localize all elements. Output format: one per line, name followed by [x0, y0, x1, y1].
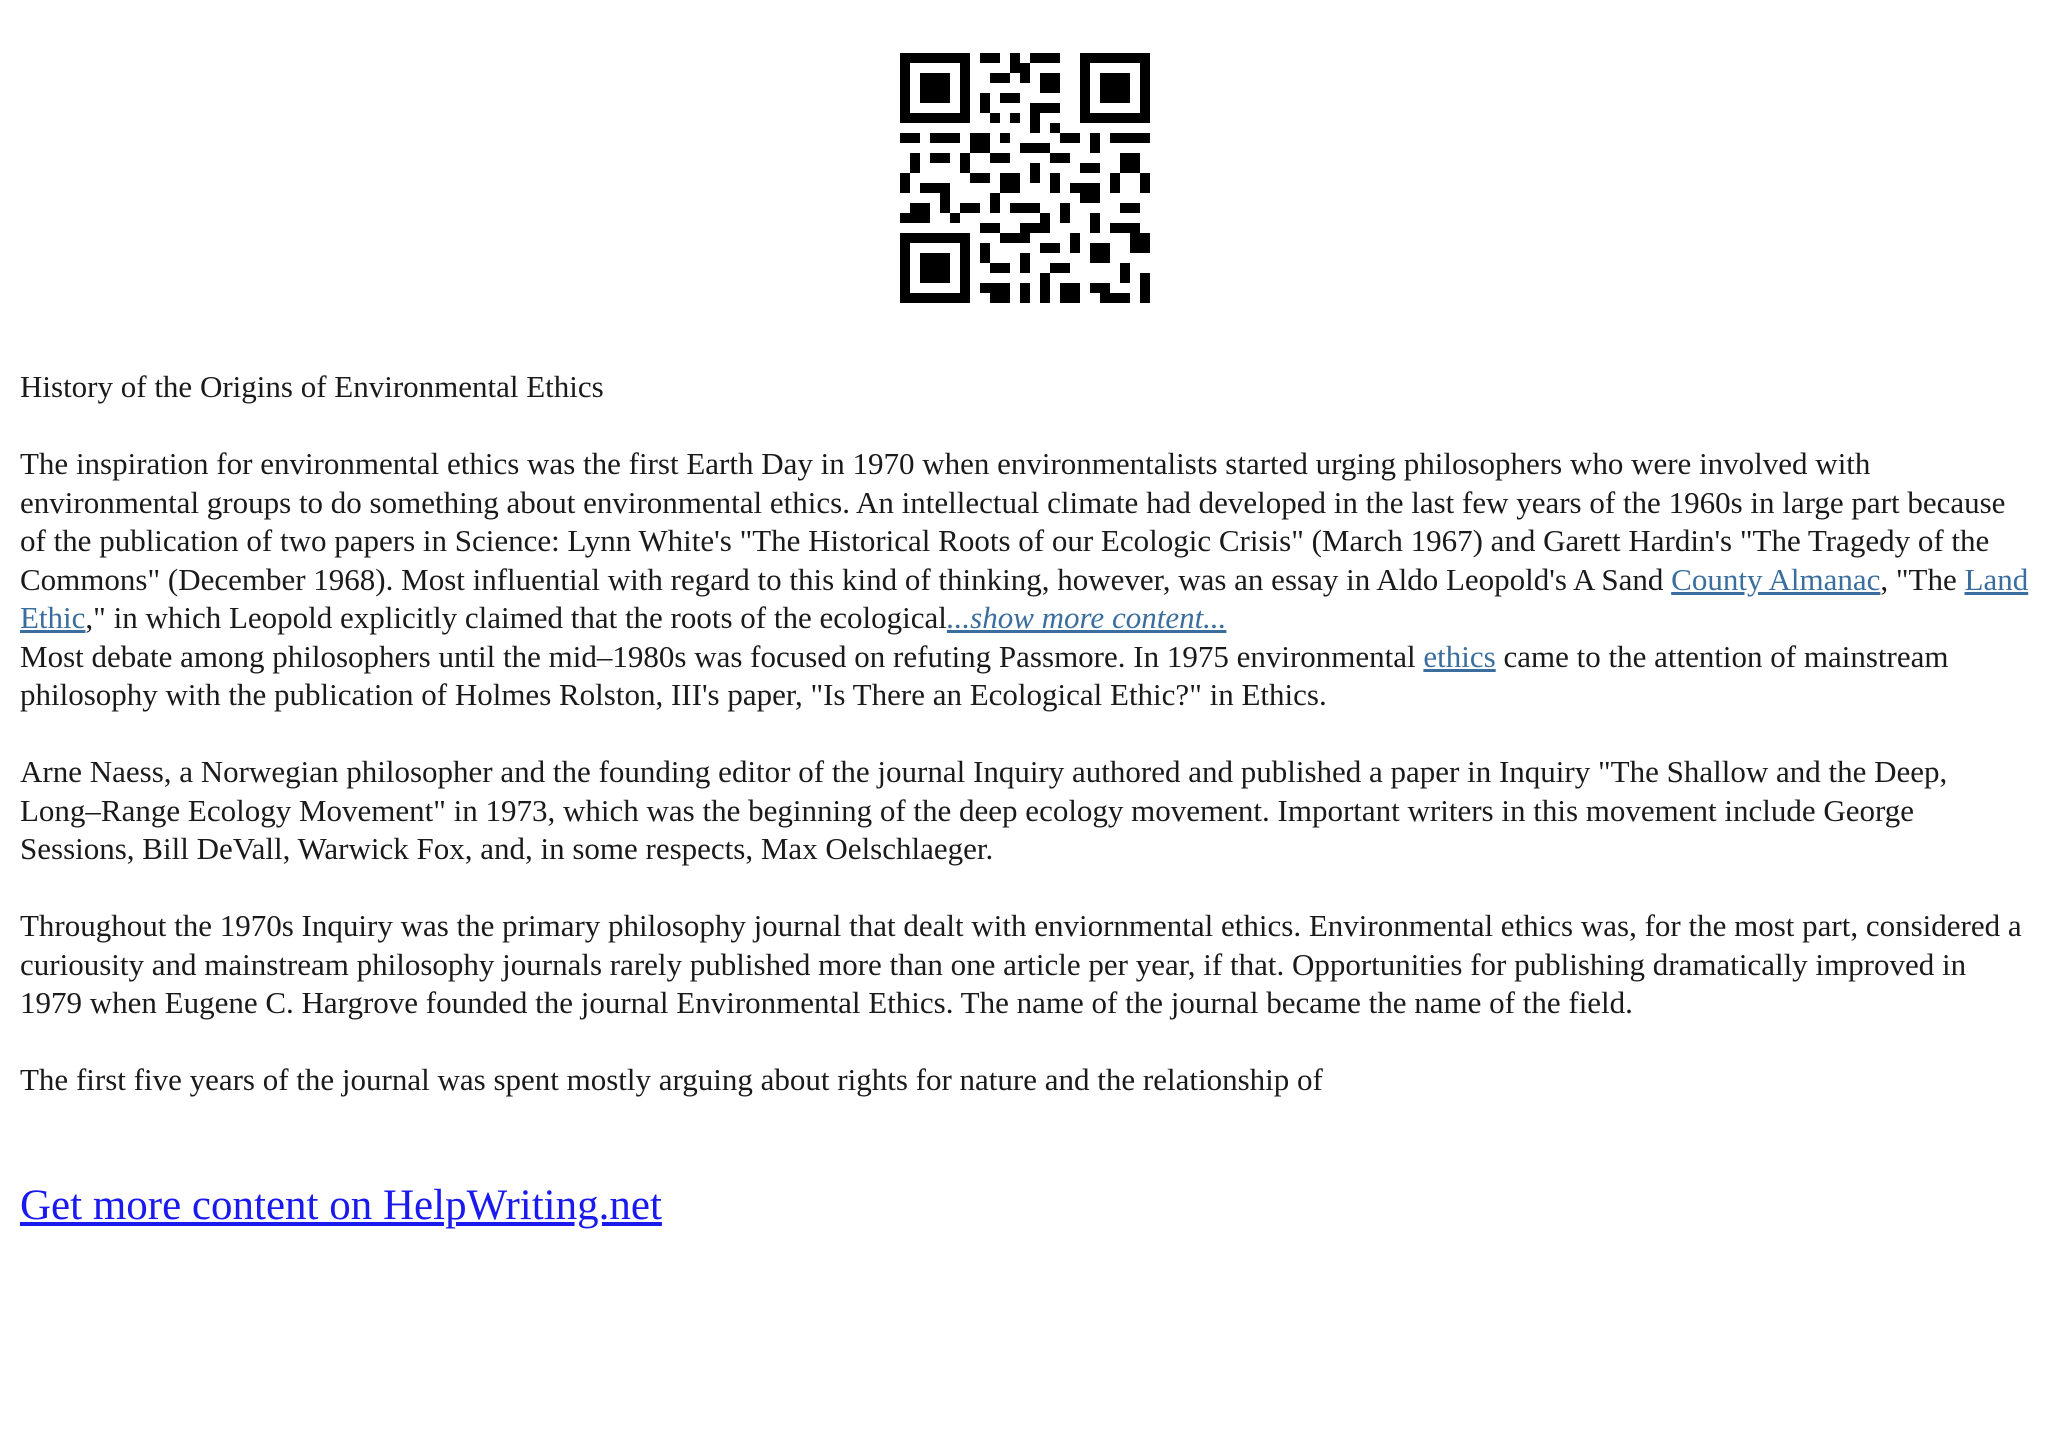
document-title: History of the Origins of Environmental Ethics [20, 369, 604, 404]
land-ethic-link[interactable]: Land Ethic [20, 561, 2029, 635]
paragraph-2: Arne Naess, a Norwegian philosopher and the founding editor of the journal Inquiry authored and published a paper in Inquiry "The Shallow and the Deep, Long–Range Ecology Movement" in 1973, which was the beginning of the deep ecology movement. Important writers in this movement include George Sessions, Bill DeVall, Warwick Fox, and, in some respects, Max Oelschlaeger. [20, 754, 1948, 866]
paragraph-1-text-b: , "The [1880, 561, 1965, 597]
qr-code [900, 53, 1150, 303]
paragraph-1-text-a: The inspiration for environmental ethics was the first Earth Day in 1970 when environmentalists started urging philosophers who were involved with environmental groups to do something about environmental ethics. An intellectual climate had developed in the last few years of the 1960s in large part because of the publication of two papers in Science: Lynn White's "The Historical Roots of our Ecologic Crisis" (March 1967) and Garett Hardin's "The Tragedy of the Commons" (December 1968). Most influential with regard to this kind of thinking, however, was an essay in Aldo Leopold's A Sand [20, 446, 2006, 597]
document-body [20, 368, 2032, 1138]
show-more-content-link[interactable]: ...show more content... [946, 600, 1227, 635]
get-more-content-link[interactable]: Get more content on HelpWriting.net [20, 1182, 662, 1229]
ethics-link[interactable]: ethics [1423, 638, 1496, 674]
paragraph-3: Throughout the 1970s Inquiry was the primary philosophy journal that dealt with enviornmental ethics. Environmental ethics was, for the most part, considered a curiousity and mainstream philosophy journals rarely published more than one article per year, if that. Opportunities for publishing dramatically improved in 1979 when Eugene C. Hargrove founded the journal Environmental Ethics. The name of the journal became the name of the field. [20, 908, 2022, 1020]
paragraph-4: The first five years of the journal was spent mostly arguing about rights for nature and the relationship of [20, 1062, 1323, 1097]
paragraph-1-text-d: Most debate among philosophers until the mid–1980s was focused on refuting Passmore. In 1975 environmental [20, 638, 1424, 674]
county-almanac-link[interactable]: County Almanac [1671, 561, 1881, 597]
paragraph-1 [20, 445, 2032, 715]
paragraph-1-text-e: came to the attention of mainstream philosophy with the publication of Holmes Rolston, III's paper, "Is There an Ecological Ethic?" in Ethics. [20, 638, 1949, 712]
paragraph-1-text-c: ," in which Leopold explicitly claimed that the roots of the ecological [85, 600, 947, 635]
qr-code-icon [900, 53, 1150, 303]
